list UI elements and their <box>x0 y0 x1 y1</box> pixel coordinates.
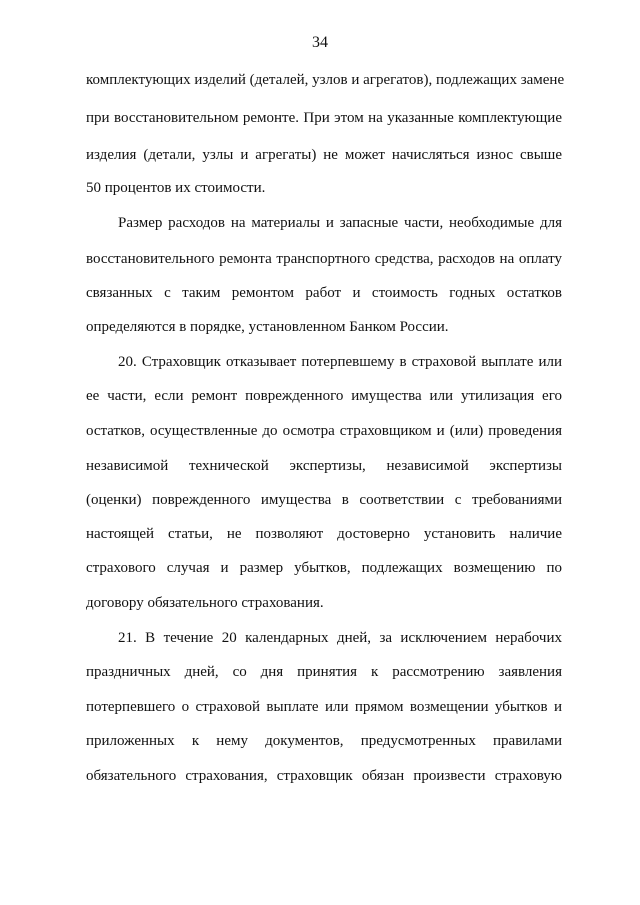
text-line: настоящей статьи, не позволяют достоверно установить наличие <box>86 526 562 542</box>
text-line: страхового случая и размер убытков, подлежащих возмещению по <box>86 560 562 576</box>
text-line: изделия (детали, узлы и агрегаты) не может начисляться износ свыше <box>86 147 562 163</box>
text-line: ее части, если ремонт поврежденного имущества или утилизация его <box>86 388 562 404</box>
text-line: 21. В течение 20 календарных дней, за исключением нерабочих <box>118 630 562 646</box>
text-line: восстановительного ремонта транспортного средства, расходов на оплату <box>86 251 562 267</box>
text-line: праздничных дней, со дня принятия к рассмотрению заявления <box>86 664 562 680</box>
text-line: (оценки) поврежденного имущества в соответствии с требованиями <box>86 492 562 508</box>
text-line: обязательного страхования, страховщик обязан произвести страховую <box>86 768 562 784</box>
text-line: приложенных к нему документов, предусмотренных правилами <box>86 733 562 749</box>
text-line: связанных с таким ремонтом работ и стоимость годных остатков <box>86 285 562 301</box>
text-line: 20. Страховщик отказывает потерпевшему в страховой выплате или <box>118 354 562 370</box>
page-number: 34 <box>312 34 328 51</box>
text-line: комплектующих изделий (деталей, узлов и агрегатов), подлежащих замене <box>86 72 565 88</box>
text-line: определяются в порядке, установленном Банком России. <box>86 319 449 335</box>
text-line: при восстановительном ремонте. При этом на указанные комплектующие <box>86 110 562 126</box>
text-line: 50 процентов их стоимости. <box>86 180 266 196</box>
text-line: потерпевшего о страховой выплате или прямом возмещении убытков и <box>86 699 562 715</box>
text-line: Размер расходов на материалы и запасные части, необходимые для <box>118 215 562 231</box>
text-line: договору обязательного страхования. <box>86 595 324 611</box>
text-line: независимой технической экспертизы, независимой экспертизы <box>86 458 562 474</box>
text-line: остатков, осуществленные до осмотра страховщиком и (или) проведения <box>86 423 562 439</box>
